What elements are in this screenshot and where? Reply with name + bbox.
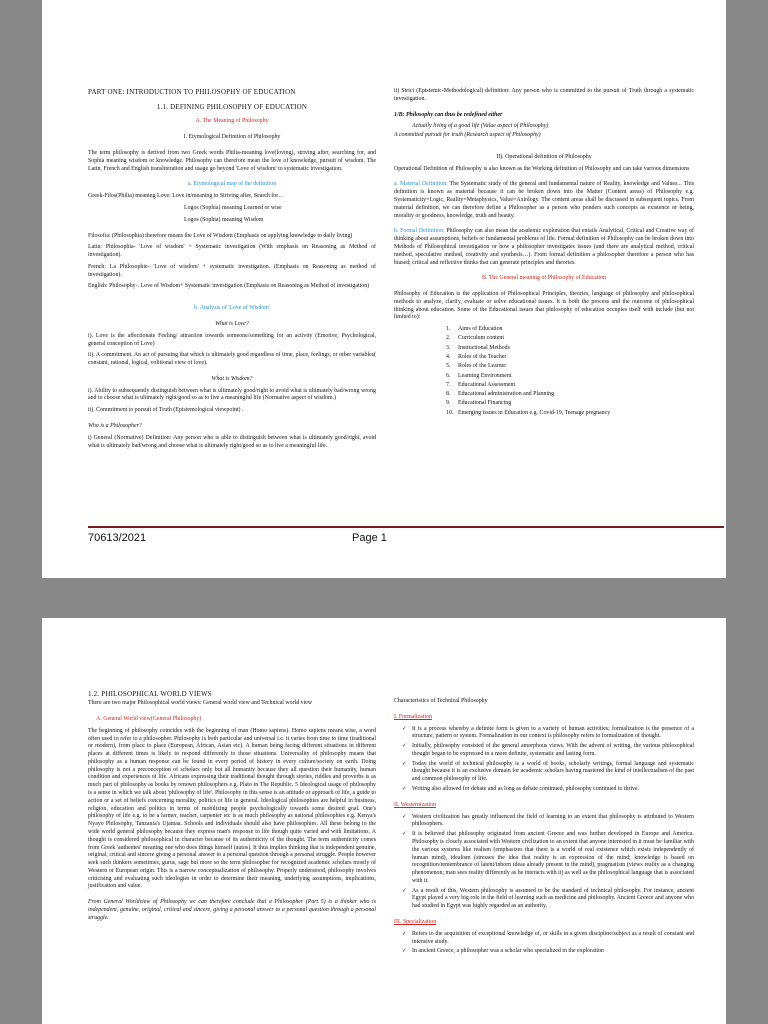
map-line-1: Greek-Filos(Philia) meaning Love: Love in/meaning to Striving after, Search for… <box>88 193 285 200</box>
education-issue-item: 3. Instructional Methods <box>446 344 510 351</box>
page2-right-column <box>394 690 694 960</box>
education-issue-item: 5. Roles of the Learner <box>446 363 507 370</box>
education-issue-item: 8. Educational administration and Planning <box>446 391 555 398</box>
education-issue-item: 7. Educational Assessment <box>446 381 516 388</box>
operational-paragraph: Operational Definition of Philosophy is also known as the Working definition of Philosophy and can take various dimensions <box>394 165 690 172</box>
page1-right-column <box>394 88 694 419</box>
map-title: a. Etymological map of the definition <box>187 181 277 188</box>
part-heading: PART ONE: INTRODUCTION TO PHILOSOPHY OF EDUCATION <box>88 88 296 96</box>
philosopher-def-1: i) General (Normative) Definition: Any person who is able to distinguish between what is ultimately good/right, avoid what is ultimately bad/wrong and choose what is ultimately right/good so as to live a meaningful life. <box>88 434 376 449</box>
specialization-title: III. Specialization <box>394 918 437 925</box>
nb-item-2: A committed pursuit for truth (Research aspect of Philosophy) <box>394 132 541 139</box>
worldviews-intro: There are two major Philosophical world views: General world view and Technical world view <box>88 700 313 707</box>
map-line-2: Logos (Sophia) meaning Learned or wise <box>184 204 282 211</box>
formalization-list <box>402 726 694 794</box>
westernization-item: ✓ As a result of this, Western philosophy is assumed to be the standard of technical philosophy. For instance, ancient Egypt played a very big role in the field of learning such as medicine and philosophy. Ancient Greece and anyone who had studied in Egypt was highly regarded as an authority. <box>402 888 694 911</box>
operational-title: II). Operational definition of Philosophy <box>496 153 592 160</box>
section-b-title: B. The General meaning of Philosophy of Education <box>482 275 606 282</box>
specialization-list <box>402 931 694 956</box>
technical-characteristics-title: Characteristics of Technical Philosophy <box>394 698 488 704</box>
love-def-2: ii). A commitment. An act of pursuing that which is ultimately good regardless of time, place, feelings, or other variables( constant, rational, logical, volitional view of love). <box>88 352 376 367</box>
formalization-item: ✓ Initially, philosophy consisted of the general amorphous views. With the advent of writing, the various philosophical thought began to be expressed in a more definite, systematic and lasting form. <box>402 743 694 759</box>
education-issue-item: 2. Curriculum content <box>446 335 504 342</box>
westernization-title: II. Westernization <box>394 801 436 808</box>
section-a-title: A. The Meaning of Philosophy <box>195 118 269 125</box>
page1-left-column <box>88 88 376 454</box>
general-worldview-paragraph: The beginning of philosophy coincides with the beginning of man (Homo sapiens). Homo sapiens means wise, a word often used to refer to a philosopher. Philosophy is both particular and universal i.e. it varies from time to time (traditional or modern), from place to place (European, African, Asian etc). A human being facing different situations in different places at different times is likely to respond differently to those situations. Universality of philosophy means that philosophy as a human response can be found in every period of history in every culture/society on earth. Doing philosophy is not a preconception of scholars only but all humanity because they all question their humanity, human condition and experiences of life. Africans expressing their traditional thought through stories, riddles and proverbs is as much part of philosophy as books by renown philosophers e.g. Plato in The Republic. 5 Ideological usage of philosophy is a sense in which we talk about 'philosophy of life'. Philosophy in this sense is an attitude or approach of life, a guide to action or a set of beliefs concerning morality, politics or life in general. Ideological philosophies are helpful in business, religion, education and politics in terms of mobilizing people psychologically towards some desired goal. One's philosophy of life e.g. to be a farmer, teacher, carpenter etc is as much philosophy as national philosophies e.g. Kenya's Nyayo Philosophy, Tanzania's Ujamaa. Schools and individuals should also have philosophies. All these belong to the wide world general philosophy because they express man's response to life though quite varied and with limitations. A thought is considered philosophical in character because of its authenticity of the thought. The term authenticity comes from Greek 'authentes' meaning one who does things himself (autos). It thus implies thinking that is independent genuine, original, critical and sincere giving a personal answer to a personal question through a personal struggle. People however seek such thinkers sometimes, gurus, sage but more so the term philosopher for recognized academic scholars mostly of Western or European origin. This is a narrow conceptualization of philosophy. Properly understood, philosophy involves criticising and evaluating such ideologies in order to determine their meaning, underlying assumptions, implications, justification and value. <box>88 727 376 890</box>
westernization-item: ✓ It is believed that philosophy originated from ancient Greece and was further developed in Europe and America. Philosophy is closely associated with Western civilization to an extent that anyone interested in it must be familiar with the various systems like realism (emphasizes that there is a world of real existence which exists independently of human mind), idealism (stresses the idea that reality is an expression of the mind; knowledge is based on recognition/remembrance of latent/inborn ideas already present in the mind), pragmatism (views reality as a changing phenomenon; man sees reality differently as he interacts with it) as well as the philosophical language that is associated with it. <box>402 831 694 885</box>
general-worldview-title: A. General World view(General Philosophy) <box>96 716 202 723</box>
nb-item-1: Actually living of a good life (Value aspect of Philosophy) <box>412 123 549 130</box>
french-line: French: La Philosophie- 'Love of wisdom' + systematic investigation. (Emphasis on Reasoning as method of investigation). <box>88 263 376 278</box>
material-paragraph: The Systematic study of the general and fundamental nature of Reality, knowledge and Values... This definition is known as material because it can be broken down into the Matter (Content areas) of Philosophy e.g. Systematicity=Logic, Reality=Metaphysics, Value=Axiology. The content areas shall be discussed in subsequent topics. From material definition, we can therefore define a Philosopher as a person who ponders such concepts as existence or being, morality or goodness, knowledge, truth and beauty. <box>394 181 694 219</box>
love-def-1: i). Love is the affectionate Feeling/ attraction towards someone/something for an activity (Emotive, Psychological, general conception of Love) <box>88 332 376 347</box>
general-worldview-conclusion: From General Worldview of Philosophy we can therefore conclude that a Philosopher (Part 5) is a thinker who is independent, genuine, original, critical and sincere, giving a personal answer to a personal question through a personal struggle. <box>88 899 376 921</box>
phil-education-paragraph: Philosophy of Education is the application of Philosophical Principles, theories, language of philosophy and philosophical methods to analyze, clarify, evaluate or solve educational issues. It is both the process and the outcome of philosophical thinking about education. Some of the Educational issues that philosophy of education occupies itself with include (but not limited to): <box>394 291 694 321</box>
westernization-list <box>402 814 694 911</box>
analysis-title: b. Analysis of 'Love of Wisdom' <box>194 305 270 312</box>
footer-page-number: Page 1 <box>352 532 387 544</box>
material-label: a. Material Definition: <box>394 181 448 188</box>
etym-paragraph: The term philosophy is derived from two Greek words Philia-meaning love(loving), striving after, searching for, and Sophia meaning wisdom or knowledge. Philosophy can therefore mean the love of knowledge, pursuit of wisdom. The Latin, French and English transliteration and usage go beyond 'Love of wisdom' to systematic investigation. <box>88 150 376 172</box>
question-love: What is Love? <box>215 320 249 327</box>
specialization-item: ✓ In ancient Greece, a philosopher was a scholar who specialized in the exploration <box>402 948 694 956</box>
etym-title: I. Etymological Definition of Philosophy <box>183 134 281 141</box>
formalization-item: ✓ Writing also allowed for debate and as long as debate continued, philosophy continued to thrive. <box>402 786 694 794</box>
formalization-item: ✓ Today the world of technical philosophy is a world of books, scholarly writings, formal language and systematic thought because it is an exclusive domain for academic scholars having mastered the kind of intellectualism of the past and common philosophy of life. <box>402 761 694 784</box>
strict-definition: ii) Strict (Epistemic-Methodological) definition: Any person who is committed to the pursuit of Truth through a systematic investigation. <box>394 88 694 102</box>
english-line: English: Philosophy-. Love of Wisdom+ Systematic investigation (Emphasis on Reasoning as Method of investigation) <box>88 283 370 290</box>
footer-rule <box>88 526 724 528</box>
education-issue-item: 9. Educational Financing <box>446 400 512 407</box>
map-line-3: Logos (Sophia) meaning Wisdom <box>184 216 264 223</box>
education-issue-item: 10. Emerging issues in Education e.g. Covid-19, Teenage pregnancy <box>446 409 611 416</box>
filosofia-line: Filosofia: (Philosophia) therefore means the Love of Wisdom (Emphasis on applying knowledge to daily living) <box>88 232 353 239</box>
specialization-item: ✓ Refers to the acquisition of exceptional knowledge of, or skills in a given discipline/subject as a result of constant and intensive study. <box>402 931 694 947</box>
formal-label: b. Formal Definition: <box>394 228 445 235</box>
education-issues-list <box>446 326 694 417</box>
education-issue-item: 1. Aims of Education <box>446 326 503 333</box>
document-page-1 <box>42 0 726 578</box>
formal-paragraph: Philosophy can also mean the academic exploration that entails Analytical, Critical and Creative way of thinking about assumptions, beliefs or fundamental problems of life. Formal definition of Philosophy can be broken down into Methods of Philosophical investigation or how a philosopher investigates issues (and there are analytical method, critical method, speculative method, creativity and synthesis…). From formal definition a philosopher therefore a person who has biased; critical and reflective thinks that can generate principles and theories. <box>394 228 694 266</box>
formalization-item: ✓ It is a process whereby a definite form is given to a variety of human activities; formalization is the presence of a structure, pattern or system. Formalization in our context is philosophy refers to formalization of thought. <box>402 726 694 742</box>
education-issue-item: 4. Roles of the Teacher <box>446 354 507 361</box>
wisdom-def-2: ii). Commitment to pursuit of Truth (Epistemological viewpoint) . <box>88 407 244 414</box>
footer-code: 70613/2021 <box>88 532 147 544</box>
formalization-title: I. Formalization <box>394 713 432 720</box>
nb-line: 1/B: Philosophy can thus be redefined either <box>394 111 503 118</box>
latin-line: Latin: Philosophia- 'Love of wisdom' + Systematic investigation (With emphasis on Reasoning as Method of investigation). <box>88 244 376 259</box>
education-issue-item: 6. Learning Environment <box>446 372 512 379</box>
question-wisdom: What is Wisdom? <box>211 375 253 382</box>
page2-left-column <box>88 690 376 927</box>
section-heading: 1.1. DEFINING PHILOSOPHY OF EDUCATION <box>156 103 308 112</box>
question-philosopher: Who is a Philosopher? <box>88 423 142 429</box>
document-page-2 <box>42 618 726 1024</box>
worldviews-heading: 1.2. PHILOSOPHICAL WORLD VIEWS <box>88 690 212 698</box>
wisdom-def-1: i). Ability to subsequently distinguish between what is ultimately good/right to avoid what is ultimately bad/wrong wrong and to choose what is ultimately right/good so as to live a meaningful life (Normative aspect of wisdom.) <box>88 387 376 402</box>
westernization-item: ✓ Western civilization has greatly influenced the field of learning to an extent that philosophy is attributed to Western philosophers. <box>402 814 694 830</box>
